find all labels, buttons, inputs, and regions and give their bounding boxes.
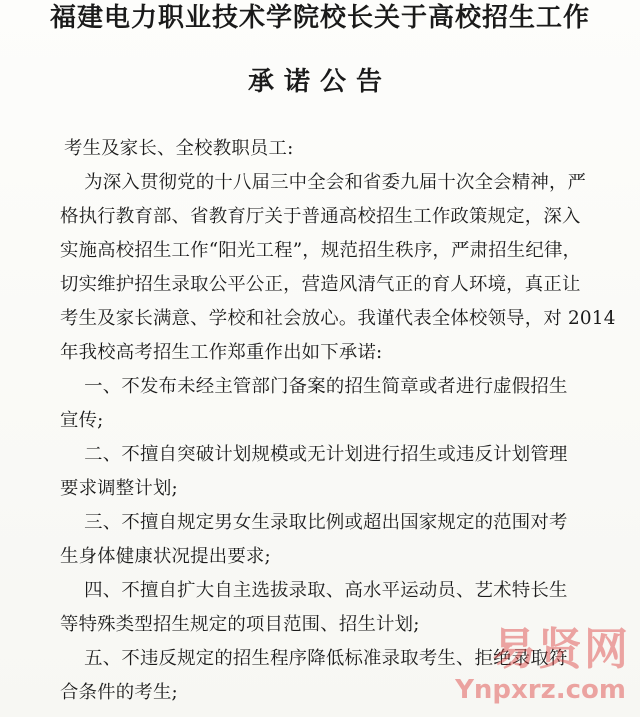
body-line: 格执行教育部、省教育厅关于普通高校招生工作政策规定，深入 (60, 206, 581, 227)
body-line: 实施高校招生工作“阳光工程”，规范招生秩序，严肃招生纪律， (60, 240, 582, 261)
pledge-line: 三、不擅自规定男女生录取比例或超出国家规定的范围对考 (60, 512, 568, 533)
site-watermark (455, 624, 630, 713)
pledge-line: 四、不擅自扩大自主选拔录取、高水平运动员、艺术特长生 (60, 580, 568, 601)
document-title-line-2: 承诺公告 (247, 67, 392, 97)
pledge-line: 生身体健康状况提出要求; (60, 546, 271, 567)
pledge-line: 要求调整计划; (60, 478, 178, 499)
pledge-line: 五、不违反规定的招生程序降低标准录取考生、拒绝录取符 (60, 648, 568, 669)
pledge-line: 等特殊类型招生规定的项目范围、招生计划; (60, 614, 420, 635)
body-line: 切实维护招生录取公平公正，营造风清气正的育人环境，真正让 (60, 274, 581, 295)
body-line: 为深入贯彻党的十八届三中全会和省委九届十次全会精神，严 (60, 172, 587, 193)
document-title-line-1: 福建电力职业技术学院校长关于高校招生工作 (49, 3, 590, 33)
pledge-line: 宣传; (60, 410, 104, 431)
body-line: 年我校高考招生工作郑重作出如下承诺: (60, 342, 383, 363)
pledge-line: 一、不发布未经主管部门备案的招生简章或者进行虚假招生 (60, 376, 568, 397)
pledge-line: 合条件的考生; (60, 682, 178, 703)
pledge-line: 二、不擅自突破计划规模或无计划进行招生或违反计划管理 (60, 444, 568, 465)
watermark-url-text: Ynpxrz.com (455, 675, 626, 705)
salutation-line: 考生及家长、全校教职员工: (64, 138, 294, 159)
watermark-logo-text: 易贤网 (492, 624, 630, 675)
body-line: 考生及家长满意、学校和社会放心。我谨代表全体校领导，对 2014 (60, 308, 616, 329)
